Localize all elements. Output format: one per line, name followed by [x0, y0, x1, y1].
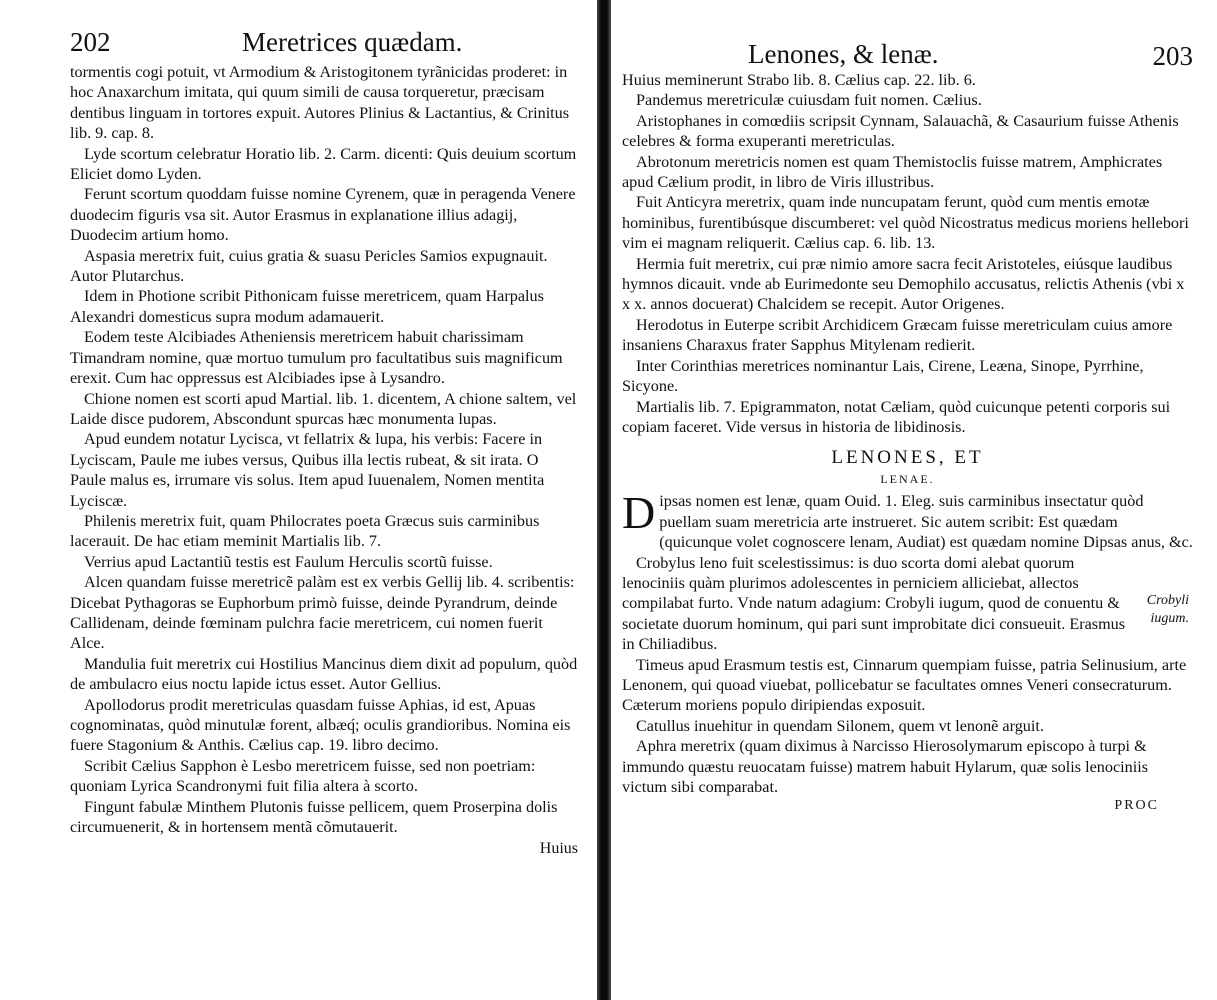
section-paragraph: Aphra meretrix (quam diximus à Narcisso Hierosolymarum episcopo à turpi & immundo quæstu reuocatam fuisse) matrem habuit Hylarum, quæ solis lenociniis victum sibi comparabat.	[622, 737, 1149, 796]
paragraph: Pandemus meretriculæ cuiusdam fuit nomen. Cælius.	[636, 91, 982, 110]
section-paragraph: Crobylus leno fuit scelestissimus: is duo scorta domi alebat quorum lenociniis quàm plurimos adolescentes in perniciem alliciebat, allectos compilabat furto. Vnde natum adagium: Crobyli iugum, quod de conuentu & societate duorum hominum, qui pari sunt improbitate dici consueuit. Erasmus in Chiliadibus.	[622, 553, 1126, 654]
left-page	[0, 0, 596, 1000]
marginal-note: Crobyli	[1146, 592, 1189, 608]
running-title: Meretrices quædam.	[242, 27, 463, 57]
page-number: 203	[1152, 41, 1193, 71]
paragraph: Aspasia meretrix fuit, cuius gratia & suasu Pericles Samios expugnauit. Autor Plutarchus.	[70, 246, 548, 286]
signature-catchword: PROC	[1114, 798, 1159, 814]
section-paragraph	[622, 487, 1193, 552]
right-page-header	[622, 30, 1193, 70]
paragraph: tormentis cogi potuit, vt Armodium & Aristogitonem tyrãnicidas proderet: in hoc Anaxarchum imitata, qui quum simili de causa torqueretur, præcisam dentibus linguam in tortores expuit. Autores Plinius & Lactantius, & Crinitus lib. 9. cap. 8.	[70, 63, 570, 143]
crobylus-block	[622, 553, 1193, 655]
paragraph: Verrius apud Lactantiũ testis est Faulum Herculis scortũ fuisse.	[84, 552, 493, 571]
section-paragraph-text: ipsas nomen est lenæ, quam Ouid. 1. Eleg. suis carminibus insectatur quòd puellam suam meretricia arte instrueret. Sic autem scribit: Est quædam (quicunque volet cognoscere lenam, Audiat) est quædam nomine Dipsas anus, &c.	[659, 492, 1193, 552]
paragraph: Ferunt scortum quoddam fuisse nomine Cyrenem, quæ in peragenda Venere duodecim figuris vsa sit. Autor Erasmus in explanatione illius adagij, Duodecim artium homo.	[70, 185, 576, 245]
paragraph: Martialis lib. 7. Epigrammaton, notat Cæliam, quòd cuicunque petenti corporis sui copiam faceret. Vide versus in historia de libidinosis.	[622, 397, 1171, 436]
paragraph: Eodem teste Alcibiades Atheniensis meretricem habuit charissimam Timandram nomine, quæ mortuo tumulum pro facultatibus suis magnificum erexit. Cum hac oppressus est Alcibiades ipse à Lysandro.	[70, 328, 563, 388]
paragraph: Scribit Cælius Sapphon è Lesbo meretricem fuisse, sed non poetriam: quoniam Lyrica Scandronymi fuit filia altera à scorto.	[70, 756, 536, 796]
marginal-note: iugum.	[1150, 610, 1189, 626]
page-number: 202	[70, 27, 111, 57]
right-page	[612, 0, 1217, 1000]
running-title: Lenones, & lenæ.	[748, 39, 939, 69]
paragraph: Chione nomen est scorti apud Martial. lib. 1. dicentem, A chione saltem, vel Laide disce pudorem, Abscondunt spurcas hæc monumenta lupas.	[70, 389, 577, 428]
paragraph: Philenis meretrix fuit, quam Philocrates poeta Græcus suis carminibus lacerauit. De hac etiam meminit Martialis lib. 7.	[70, 511, 540, 551]
paragraph: Inter Corinthias meretrices nominantur Lais, Cirene, Leæna, Sinope, Pyrrhine, Sicyone.	[622, 356, 1144, 396]
paragraph: Idem in Photione scribit Pithonicam fuisse meretricem, quam Harpalus Alexandri domesticus supra modum adamauerit.	[70, 287, 544, 326]
catchword: Huius	[539, 840, 578, 858]
paragraph: Lyde scortum celebratur Horatio lib. 2. Carm. dicenti: Quis deuium scortum Eliciet domo Lyden.	[70, 144, 577, 184]
section-paragraph: Catullus inuehitur in quendam Silonem, quem vt lenonẽ arguit.	[636, 716, 1044, 735]
section-paragraph: Timeus apud Erasmum testis est, Cinnarum quempiam fuisse, patria Selinusium, arte Lenonem, qui quoad viuebat, pollicebatur se facultates omnes Veneri consecraturum. Cæterum moriens populo diripiendas exposuit.	[622, 655, 1187, 715]
paragraph: Herodotus in Euterpe scribit Archidicem Græcam fuisse meretriculam cuius amore insaniens Charaxus frater Sapphus Mitylenam redierit.	[622, 315, 1173, 355]
paragraph: Alcen quandam fuisse meretricẽ palàm est ex verbis Gellij lib. 4. scribentis: Dicebat Pythagoras se Euphorbum primò fuisse, deinde Pyrandrum, deinde Callidenam, deinde fœminam pulchra facie meretricem, cui nomen fuerit Alce.	[70, 573, 575, 653]
section-title: LENONES, ET	[831, 447, 984, 469]
paragraph: Apollodorus prodit meretriculas quasdam fuisse Aphias, id est, Apuas cognominatas, quòd minutulæ forent, albæq́; oculis grandioribus. Nomina eis fuere Stagonium & Anthis. Cælius cap. 19. libro decimo.	[70, 695, 571, 755]
left-page-header	[70, 22, 578, 62]
paragraph: Mandulia fuit meretrix cui Hostilius Mancinus diem dixit ad populum, quòd de ambulacro eius noctu lapide ictus esset. Autor Gellius.	[70, 654, 578, 694]
paragraph: Huius meminerunt Strabo lib. 8. Cælius cap. 22. lib. 6.	[622, 71, 976, 89]
section-subtitle: LENAE.	[880, 472, 935, 487]
book-gutter	[597, 0, 611, 1000]
paragraph: Fingunt fabulæ Minthem Plutonis fuisse pellicem, quem Proserpina dolis circumuenerit, & in hortensem mentã cõmutauerit.	[70, 797, 558, 837]
paragraph: Apud eundem notatur Lycisca, vt fellatrix & lupa, his verbis: Facere in Lyciscam, Paule me iubes versus, Quibus illa lectis rubeat, & sit irata. O Paule malus es, irrumare vis solus. Item apud Iuuenalem, Nomen mentita Lyciscæ.	[70, 430, 545, 510]
paragraph: Abrotonum meretricis nomen est quam Themistoclis fuisse matrem, Amphicrates apud Cælium prodit, in libro de Viris illustribus.	[622, 152, 1163, 192]
paragraph: Hermia fuit meretrix, cui præ nimio amore sacra fecit Aristoteles, eiúsque laudibus hymnos dicauit. vnde ab Eurimedonte seu Demophilo accusatus, relictis Athenis (vbi x x x. annos docuerat) Chalcidem se recepit. Autor Origenes.	[622, 254, 1185, 314]
paragraph: Fuit Anticyra meretrix, quam inde nuncupatam ferunt, quòd cum mentis emotæ hominibus, furentibúsque discumberet: vel quòd Nicostratus medicus moriens hellebori vim ei magnam reliquerit. Cælius cap. 6. lib. 13.	[622, 193, 1189, 253]
drop-cap: D	[622, 487, 656, 539]
paragraph: Aristophanes in comœdiis scripsit Cynnam, Salauachã, & Casaurium fuisse Athenis celebres & forma exuperanti meretriculas.	[622, 111, 1179, 151]
